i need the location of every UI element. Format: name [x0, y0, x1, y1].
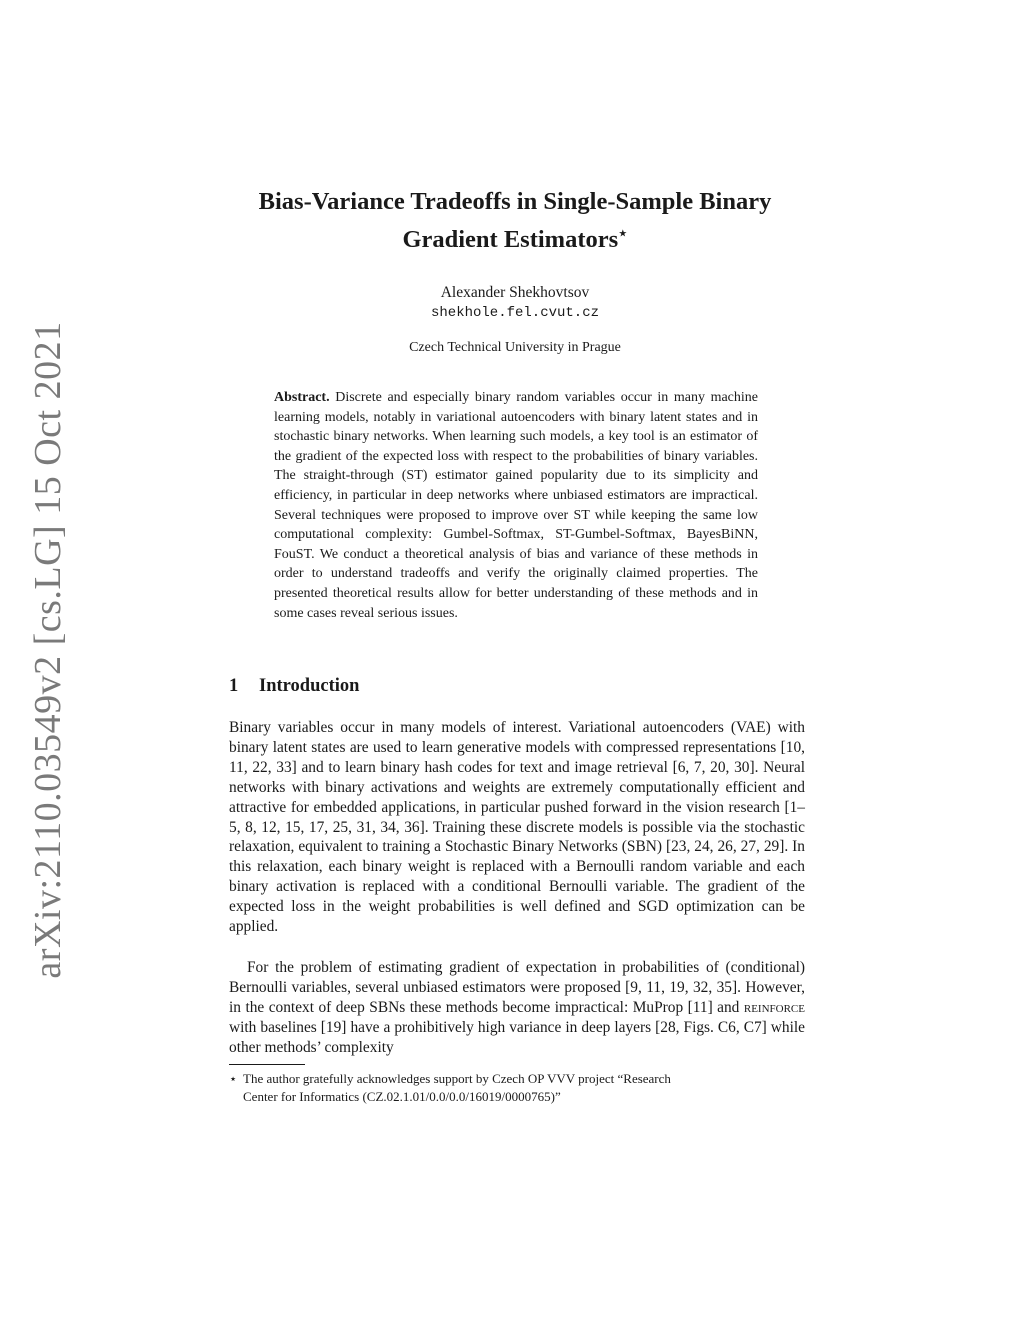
title-line-2: Gradient Estimators	[402, 226, 619, 254]
footnote-rule	[229, 1064, 305, 1065]
abstract-text: Discrete and especially binary random variables occur in many machine learning models, notably in variational autoencoders with binary latent states and in stochastic binary networks. When learning such models, a key tool is an estimator of the gradient of the expected loss with respect to the probabilities of binary variables. The straight-through (ST) estimator gained popularity due to its simplicity and efficiency, in particular in deep networks where unbiased estimators are impractical. Several techniques were proposed to improve over ST while keeping the same low computational complexity: Gumbel-Softmax, ST-Gumbel-Softmax, BayesBiNN, FouST. We conduct a theoretical analysis of bias and variance of these methods in order to understand tradeoffs and verify the originally claimed properties. The presented theoretical results allow for better understanding of these methods and in some cases reveal serious issues.	[274, 390, 758, 621]
p2-reinforce: reinforce	[743, 998, 805, 1016]
footnote-line-2: Center for Informatics (CZ.02.1.01/0.0/0.0/16019/0000765)”	[243, 1089, 561, 1104]
section-heading	[229, 676, 359, 697]
footnote-line-1: The author gratefully acknowledges support by Czech OP VVV project “Research	[243, 1071, 671, 1086]
p2-text-after: with baselines [19] have a prohibitively high variance in deep layers [28, Figs. C6, C7] while other methods’ complexity	[229, 1018, 805, 1056]
paper-title	[200, 186, 830, 256]
section-number: 1	[229, 676, 239, 696]
intro-paragraph-2	[229, 958, 805, 1058]
author-affiliation: Czech Technical University in Prague	[409, 340, 621, 355]
title-line-1: Bias-Variance Tradeoffs in Single-Sample Binary	[258, 188, 772, 215]
title-footnote-mark: ⋆	[618, 226, 628, 242]
author-name: Alexander Shekhovtsov	[440, 284, 590, 301]
abstract	[274, 388, 758, 623]
abstract-label: Abstract.	[274, 390, 330, 405]
p2-text-before: For the problem of estimating gradient of expectation in probabilities of (conditional) Bernoulli variables, several unbiased estimators were proposed [9, 11, 19, 32, 35]. However, in the context of deep SBNs these methods become impractical: MuProp [11] and	[229, 959, 805, 1016]
author-email: shekhole.fel.cvut.cz	[430, 305, 600, 321]
section-title: Introduction	[259, 676, 360, 696]
footnote-mark: ⋆	[229, 1071, 238, 1086]
intro-paragraph-1: Binary variables occur in many models of interest. Variational autoencoders (VAE) with binary latent states are used to learn generative models with compressed representations [10, 11, 22, 33] and to learn binary hash codes for text and image retrieval [6, 7, 20, 30]. Neural networks with binary activations and weights are extremely computationally efficient and attractive for embedded applications, in particular pushed forward in the vision research [1–5, 8, 12, 15, 17, 25, 31, 34, 36]. Training these discrete models is possible via the stochastic relaxation, equivalent to training a Stochastic Binary Networks (SBN) [23, 24, 26, 27, 29]. In this relaxation, each binary weight is replaced with a Bernoulli random variable and each binary activation is replaced with a conditional Bernoulli variable. The gradient of the expected loss in the weight probabilities is well defined and SGD optimization can be applied.	[229, 719, 805, 936]
arxiv-stamp: arXiv:2110.03549v2 [cs.LG] 15 Oct 2021	[27, 321, 69, 979]
footnote	[229, 1070, 805, 1106]
